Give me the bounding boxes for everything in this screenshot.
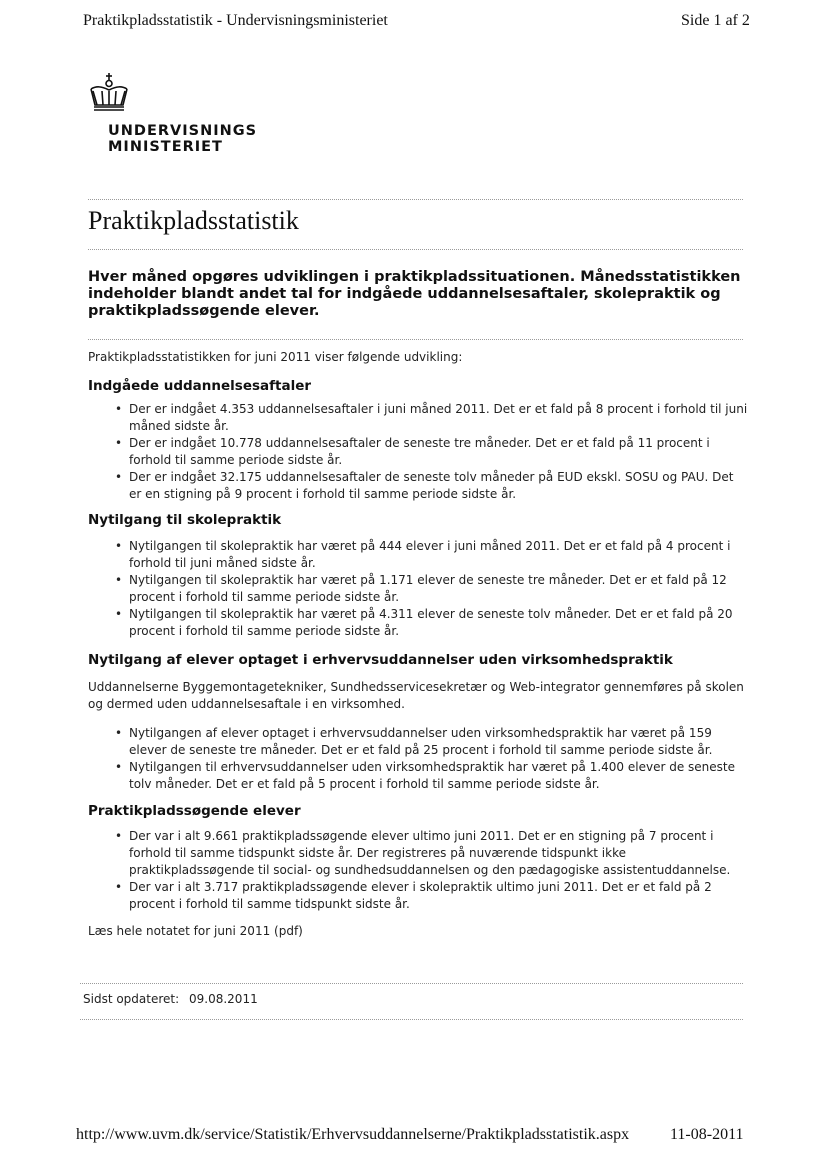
logo-line-1: UNDERVISNINGS xyxy=(108,123,258,139)
list-item: • Der er indgået 32.175 uddannelsesaftaler de seneste tolv måneder på EUD ekskl. SOSU og PAU. Det er en stigning på 9 procent i forhold til samme periode sidste år. xyxy=(88,469,748,503)
print-header-title: Praktikpladsstatistik - Undervisningsministeriet xyxy=(83,12,388,29)
pdf-link[interactable]: Læs hele notatet for juni 2011 (pdf) xyxy=(88,924,303,938)
section-heading: Praktikpladssøgende elever xyxy=(88,803,301,819)
last-updated xyxy=(83,992,258,1006)
section-paragraph: Uddannelserne Byggemontagetekniker, Sundhedsservicesekretær og Web-integrator gennemføres på skolen og dermed uden uddannelsesaftale i en virksomhed. xyxy=(88,680,744,711)
print-footer-date: 11-08-2011 xyxy=(670,1126,744,1143)
section-heading: Nytilgang af elever optaget i erhvervsuddannelser uden virksomhedspraktik xyxy=(88,652,673,668)
bullet-list xyxy=(88,538,748,640)
print-footer-url: http://www.uvm.dk/service/Statistik/Erhvervsuddannelserne/Praktikpladsstatistik.aspx xyxy=(76,1126,630,1143)
list-item: • Nytilgangen til erhvervsuddannelser uden virksomhedspraktik har været på 1.400 elever de seneste tolv måneder. Det er et fald på 5 procent i forhold til samme periode sidste år. xyxy=(88,759,748,793)
lead-paragraph: Hver måned opgøres udviklingen i praktikpladssituationen. Månedsstatistikken indeholder blandt andet tal for indgåede uddannelsesaftaler, skolepraktik og praktikpladssøgende elever. xyxy=(88,269,741,319)
print-header-page-number: Side 1 af 2 xyxy=(681,12,750,29)
ministry-logo-text xyxy=(108,123,257,155)
divider xyxy=(80,983,743,984)
list-item: • Der var i alt 9.661 praktikpladssøgende elever ultimo juni 2011. Det er en stigning på 7 procent i forhold til samme tidspunkt sidste år. Der registreres på nuværende tidspunkt ikke praktikpladssøgende til social- og sundhedsuddannelsen og den pædagogiske assistentuddannelse. xyxy=(88,828,748,879)
list-item: • Nytilgangen til skolepraktik har været på 444 elever i juni måned 2011. Det er et fald på 4 procent i forhold til juni måned sidste år. xyxy=(88,538,748,572)
crown-icon xyxy=(88,72,132,112)
list-item: • Der er indgået 4.353 uddannelsesaftaler i juni måned 2011. Det er et fald på 8 procent i forhold til juni måned sidste år. xyxy=(88,401,748,435)
list-item: • Nytilgangen til skolepraktik har været på 4.311 elever de seneste tolv måneder. Det er et fald på 20 procent i forhold til samme periode sidste år. xyxy=(88,606,748,640)
section-heading: Indgåede uddannelsesaftaler xyxy=(88,378,312,394)
last-updated-label: Sidst opdateret: xyxy=(83,992,180,1006)
divider xyxy=(88,199,743,200)
page-title: Praktikpladsstatistik xyxy=(88,206,299,235)
bullet-list xyxy=(88,401,748,503)
article-body xyxy=(88,346,748,940)
divider xyxy=(88,339,743,340)
last-updated-date: 09.08.2011 xyxy=(189,992,258,1006)
list-item: • Der var i alt 3.717 praktikpladssøgende elever i skolepraktik ultimo juni 2011. Det er et fald på 2 procent i forhold til samme tidspunkt sidste år. xyxy=(88,879,748,913)
section-heading: Nytilgang til skolepraktik xyxy=(88,512,282,528)
intro-text: Praktikpladsstatistikken for juni 2011 viser følgende udvikling: xyxy=(88,350,463,364)
divider xyxy=(80,1019,743,1020)
divider xyxy=(88,249,743,250)
bullet-list xyxy=(88,725,748,793)
list-item: • Der er indgået 10.778 uddannelsesaftaler de seneste tre måneder. Det er et fald på 11 procent i forhold til samme periode sidste år. xyxy=(88,435,748,469)
list-item: • Nytilgangen af elever optaget i erhvervsuddannelser uden virksomhedspraktik har været på 159 elever de seneste tre måneder. Det er et fald på 25 procent i forhold til samme periode sidste år. xyxy=(88,725,748,759)
bullet-list xyxy=(88,828,748,913)
list-item: • Nytilgangen til skolepraktik har været på 1.171 elever de seneste tre måneder. Det er et fald på 12 procent i forhold til samme periode sidste år. xyxy=(88,572,748,606)
logo-line-2: MINISTERIET xyxy=(108,139,223,155)
